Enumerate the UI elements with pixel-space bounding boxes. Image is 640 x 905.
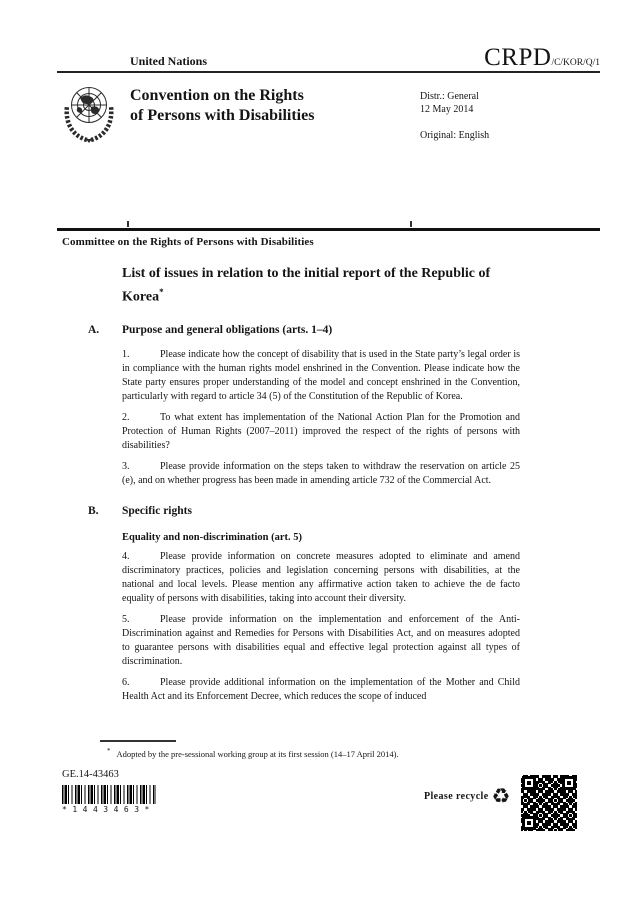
paragraph-2-number: 2. (122, 411, 130, 423)
qr-finder-icon (522, 776, 536, 790)
header-rule (57, 71, 600, 73)
footnote-text: Adopted by the pre-sessional working group at its first session (14–17 April 2014). (116, 748, 399, 759)
paragraph-6-number: 6. (122, 676, 130, 688)
recycle-notice (424, 786, 510, 807)
page-title-text: List of issues in relation to the initial report of the Republic of Korea (122, 266, 491, 305)
qr-finder-icon (562, 776, 576, 790)
document-symbol-suffix: /C/KOR/Q/1 (551, 58, 600, 68)
recycle-label: Please recycle (424, 791, 489, 802)
section-rule (57, 228, 600, 231)
paragraph-3-text: Please provide information on the steps taken to withdraw the reservation on article 25 (e), and on whether progress has been made in amending article 732 of the Commercial Act. (122, 460, 520, 486)
qr-code (521, 775, 577, 831)
footnote-marker: * (107, 747, 111, 755)
paragraph-5-number: 5. (122, 613, 130, 625)
section-a-letter: A. (88, 323, 100, 336)
masthead-title-line1: Convention on the Rights (130, 87, 304, 104)
date-line: 12 May 2014 (420, 104, 474, 115)
recycle-icon: ♻ (491, 784, 511, 808)
section-b-heading (88, 504, 520, 517)
paragraph-4-text: Please provide information on concrete measures adopted to eliminate and amend discriminatory practices, policies and legislation concerning persons with disabilities, at the national and local levels. Please mention any affirmative action taken to achieve the de facto equality of persons with disabilities, taking into account their diversity. (122, 550, 520, 604)
section-a-heading (88, 323, 520, 336)
masthead-title (130, 86, 314, 126)
barcode (62, 785, 156, 804)
body-column (88, 264, 520, 704)
registration-tick (127, 221, 129, 227)
distribution-block (420, 90, 489, 142)
section-b-letter: B. (88, 504, 99, 517)
paragraph-6 (122, 676, 520, 704)
document-symbol-main: CRPD (484, 44, 552, 71)
un-emblem-icon (60, 80, 118, 149)
paragraph-1-number: 1. (122, 348, 130, 360)
qr-finder-icon (522, 816, 536, 830)
registration-tick (410, 221, 412, 227)
document-symbol (484, 44, 600, 72)
committee-heading: Committee on the Rights of Persons with Disabilities (62, 236, 314, 248)
section-a-heading-text: Purpose and general obligations (arts. 1–4) (122, 323, 333, 336)
paragraph-5 (122, 613, 520, 669)
paragraph-2-text: To what extent has implementation of the National Action Plan for the Promotion and Protection of Human Rights (2007–2011) improved the respect of the rights of persons with disabilities? (122, 411, 520, 451)
paragraph-5-text: Please provide information on the implementation and enforcement of the Anti-Discrimination against and Remedies for Persons with Disabilities Act, and on measures adopted to guarantee persons with disabilities equal and effective legal protection against all types of discrimination. (122, 613, 520, 667)
paragraph-1-text: Please indicate how the concept of disability that is used in the State party’s legal order is in compliance with the human rights model enshrined in the Convention. Please indicate how the State party ensures proper understanding of the model and concept enshrined in the Convention, particularly with regard to article 34 (5) of the Constitution of the Republic of Korea. (122, 348, 520, 402)
paragraph-6-text: Please provide additional information on the implementation of the Mother and Child Health Act and its Enforcement Decree, which reduces the scope of induced (122, 676, 520, 702)
footnote-rule (100, 740, 176, 742)
masthead-title-line2: of Persons with Disabilities (130, 107, 315, 124)
paragraph-3 (122, 460, 520, 488)
paragraph-3-number: 3. (122, 460, 130, 472)
paragraph-4-number: 4. (122, 550, 130, 562)
title-footnote-marker: * (159, 287, 164, 297)
paragraph-4 (122, 550, 520, 606)
section-b-heading-text: Specific rights (122, 504, 192, 517)
subsection-heading: Equality and non-discrimination (art. 5) (122, 531, 302, 543)
page-title (122, 264, 520, 307)
barcode-text: *1443463* (62, 805, 155, 814)
footnote (107, 746, 547, 760)
paragraph-2 (122, 411, 520, 453)
paragraph-1 (122, 348, 520, 404)
original-language-line: Original: English (420, 130, 490, 141)
org-name: United Nations (130, 54, 208, 68)
ge-number: GE.14-43463 (62, 769, 119, 780)
distr-line: Distr.: General (420, 91, 479, 102)
